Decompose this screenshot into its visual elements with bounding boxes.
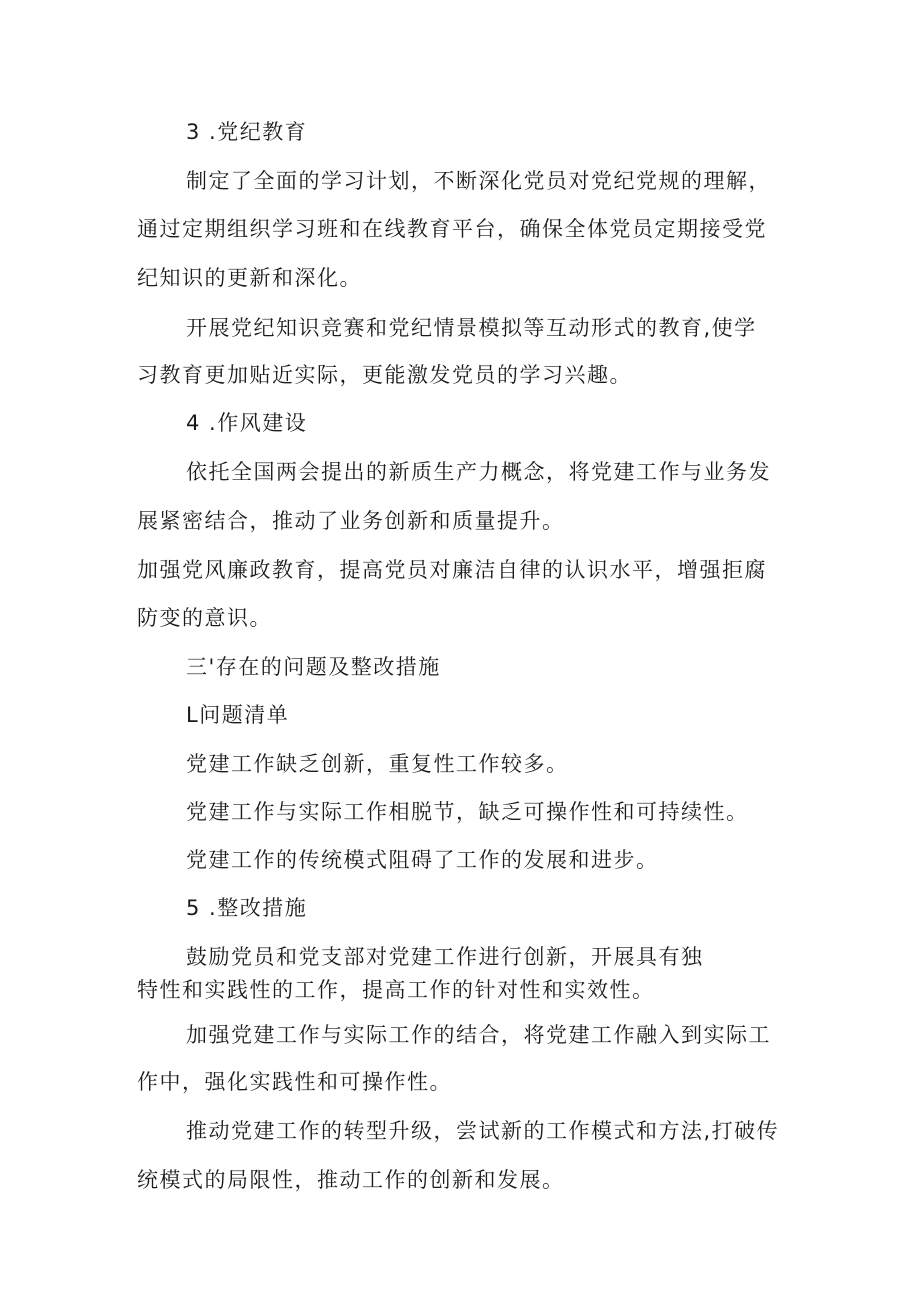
paragraph-line: 统模式的局限性，推动工作的创新和发展。 [137,1168,565,1192]
paragraph-line: 制定了全面的学习计划，不断深化党员对党纪党规的理解， [186,169,771,193]
paragraph-line: 加强党建工作与实际工作的结合，将党建工作融入到实际工 [186,1023,771,1047]
paragraph-line: 通过定期组织学习班和在线教育平台，确保全体党员定期接受党 [137,217,767,241]
subsection-heading-problem-list: L问题清单 [186,703,290,727]
paragraph-line: 特性和实践性的工作，提高工作的针对性和实效性。 [137,978,655,1002]
section-heading-problems: 三'存在的问题及整改措施 [186,655,441,679]
paragraph-line: 展紧密结合，推动了业务创新和质量提升。 [137,509,565,533]
paragraph-line: 推动党建工作的转型升级，尝试新的工作模式和方法,打破传 [186,1119,780,1143]
paragraph-line: 作中，强化实践性和可操作性。 [137,1070,452,1094]
section-heading-work-style: 4 .作风建设 [186,411,308,435]
paragraph-line: 加强党风廉政教育，提高党员对廉洁自律的认识水平，增强拒腐 [137,558,767,582]
list-item: 党建工作缺乏创新，重复性工作较多。 [186,752,569,776]
paragraph-line: 习教育更加贴近实际，更能激发党员的学习兴趣。 [137,363,632,387]
paragraph-line: 开展党纪知识竞赛和党纪情景模拟等互动形式的教育,使学 [186,316,757,340]
list-item: 党建工作与实际工作相脱节，缺乏可操作性和可持续性。 [186,800,749,824]
paragraph-line: 纪知识的更新和深化。 [137,266,362,290]
paragraph-line: 防变的意识。 [137,606,272,630]
paragraph-line: 鼓励党员和党支部对党建工作进行创新，开展具有独 [186,945,704,969]
list-item: 党建工作的传统模式阻碍了工作的发展和进步。 [186,848,659,872]
paragraph-line: 依托全国两会提出的新质生产力概念，将党建工作与业务发 [186,460,771,484]
section-heading-discipline-education: 3 .党纪教育 [186,120,308,144]
section-heading-rectification: 5 .整改措施 [186,896,308,920]
